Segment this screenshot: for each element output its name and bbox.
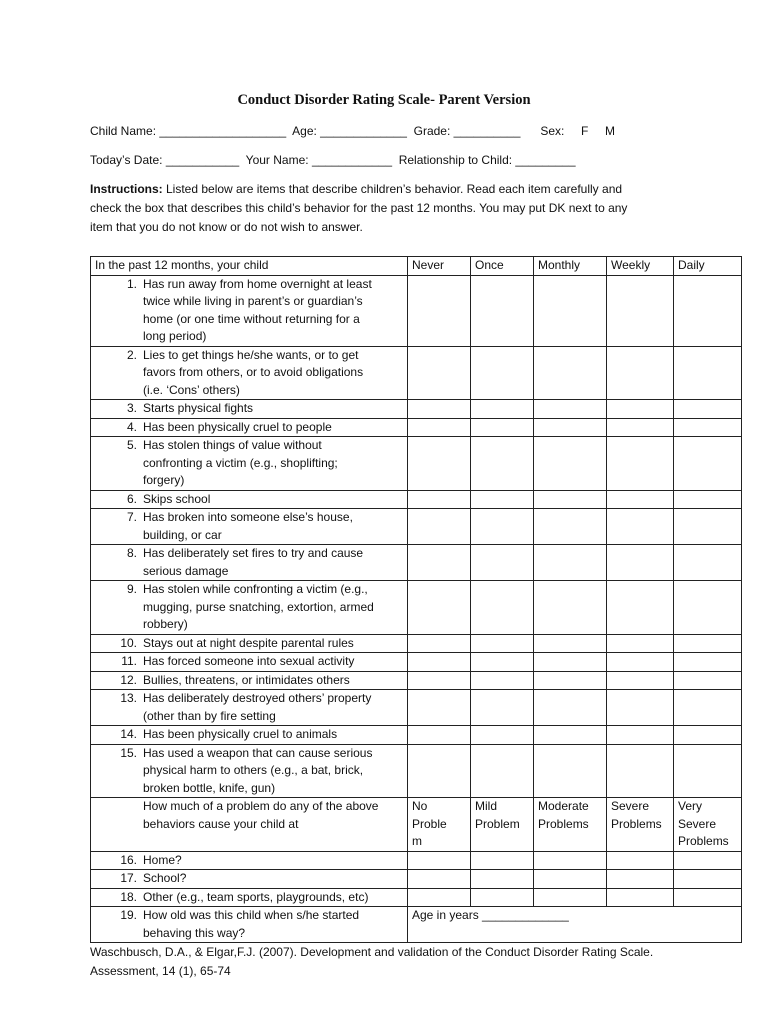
- problem-col-line: Problems: [538, 816, 589, 831]
- item-number: 19.: [120, 908, 137, 922]
- behavior-item-checkbox-2[interactable]: [471, 400, 534, 419]
- behavior-item: [91, 671, 408, 690]
- behavior-item-content: [95, 635, 403, 653]
- behavior-item: [91, 690, 408, 726]
- problem-question-text: [95, 798, 403, 833]
- behavior-item-checkbox-1[interactable]: [408, 509, 471, 545]
- item-text-line: Has stolen while confronting a victim (e.g.,: [143, 582, 368, 596]
- problem-col-line: Proble: [412, 816, 447, 831]
- behavior-item-content: [95, 509, 403, 544]
- behavior-item-content: [95, 581, 403, 634]
- table-row: [91, 509, 742, 545]
- behavior-item-content: [95, 276, 403, 346]
- behavior-item-content: [95, 726, 403, 744]
- item-number: 6.: [126, 491, 137, 506]
- item-text-line: Has deliberately destroyed others’ property: [143, 691, 372, 705]
- problem-item-checkbox-2[interactable]: [471, 870, 534, 889]
- item-text: [143, 907, 403, 942]
- behavior-item-checkbox-5[interactable]: [674, 490, 742, 509]
- item-number: 9.: [126, 582, 137, 596]
- problem-item-checkbox-4[interactable]: [607, 851, 674, 870]
- behavior-item-checkbox-5[interactable]: [674, 653, 742, 672]
- table-row: [91, 726, 742, 745]
- behavior-item: [91, 418, 408, 437]
- item-text: [143, 491, 403, 509]
- behavior-item-checkbox-4[interactable]: [607, 437, 674, 491]
- behavior-item-checkbox-1[interactable]: [408, 490, 471, 509]
- item-text: [143, 745, 403, 798]
- behavior-item-checkbox-4[interactable]: [607, 509, 674, 545]
- problem-col-line: Severe: [678, 816, 717, 831]
- table-row: [91, 581, 742, 635]
- problem-item-checkbox-5[interactable]: [674, 888, 742, 907]
- behavior-item-checkbox-1[interactable]: [408, 634, 471, 653]
- item-number: 15.: [120, 745, 137, 760]
- item-text: [143, 852, 403, 870]
- header-item-label: In the past 12 months, your child: [91, 257, 408, 276]
- behavior-item-checkbox-5[interactable]: [674, 437, 742, 491]
- problem-col-line: Problem: [475, 816, 520, 831]
- behavior-item-checkbox-5[interactable]: [674, 509, 742, 545]
- item-text-line: Home?: [143, 852, 182, 867]
- table-row: [91, 744, 742, 798]
- problem-col-2: [471, 798, 534, 852]
- behavior-item-checkbox-2[interactable]: [471, 509, 534, 545]
- behavior-item-checkbox-1[interactable]: [408, 400, 471, 419]
- problem-item-checkbox-4[interactable]: [607, 888, 674, 907]
- behavior-item-checkbox-1[interactable]: [408, 671, 471, 690]
- behavior-item-checkbox-4[interactable]: [607, 726, 674, 745]
- behavior-item-checkbox-1[interactable]: [408, 418, 471, 437]
- item-text-line: broken bottle, knife, gun): [143, 780, 276, 795]
- item-text: [143, 545, 403, 580]
- item-text-line: confronting a victim (e.g., shoplifting;: [143, 455, 338, 470]
- item-number: 2.: [126, 347, 137, 362]
- behavior-item-checkbox-5[interactable]: [674, 690, 742, 726]
- item-number: 16.: [120, 852, 137, 867]
- problem-col-3: [534, 798, 607, 852]
- behavior-item: [91, 581, 408, 635]
- behavior-item-checkbox-3[interactable]: [534, 634, 607, 653]
- table-row: [91, 437, 742, 491]
- behavior-item-checkbox-3[interactable]: [534, 400, 607, 419]
- item-text: [143, 276, 403, 346]
- behavior-item-checkbox-4[interactable]: [607, 418, 674, 437]
- behavior-item-checkbox-5[interactable]: [674, 744, 742, 798]
- behavior-item-checkbox-4[interactable]: [607, 744, 674, 798]
- reference-line-2: Assessment, 14 (1), 65-74: [90, 964, 231, 978]
- item-text-line: Has been physically cruel to people: [143, 419, 332, 434]
- problem-col-line: Problems: [611, 816, 662, 831]
- item-text: [143, 635, 403, 653]
- instructions-text-2: check the box that describes this child’s behavior for the past 12 months. You may put DK next to any: [90, 201, 628, 215]
- behavior-item-content: [95, 419, 403, 437]
- problem-item-checkbox-1[interactable]: [408, 851, 471, 870]
- problem-header-row: [91, 798, 742, 852]
- item-number: 11.: [121, 654, 137, 668]
- behavior-item-checkbox-4[interactable]: [607, 490, 674, 509]
- item-text-line: Has forced someone into sexual activity: [143, 654, 355, 668]
- table-row: [91, 545, 742, 581]
- behavior-item-checkbox-3[interactable]: [534, 581, 607, 635]
- problem-item: [91, 870, 408, 889]
- item-number: 18.: [120, 889, 137, 904]
- item-text: [143, 653, 403, 671]
- behavior-item-checkbox-2[interactable]: [471, 653, 534, 672]
- item-text-line: (i.e. ‘Cons’ others): [143, 382, 240, 397]
- problem-question: [91, 798, 408, 852]
- problem-col-line: Severe: [611, 799, 650, 813]
- item-text-line: behaving this way?: [143, 925, 246, 940]
- item-text-line: Starts physical fights: [143, 401, 254, 415]
- behavior-item: [91, 634, 408, 653]
- item-number: 5.: [126, 438, 137, 452]
- table-row: [91, 634, 742, 653]
- problem-item-checkbox-3[interactable]: [534, 888, 607, 907]
- behavior-item: [91, 509, 408, 545]
- item-text: [143, 726, 403, 744]
- problem-col-line: Mild: [475, 799, 498, 813]
- behavior-item-checkbox-1[interactable]: [408, 437, 471, 491]
- item-text-line: forgery): [143, 473, 185, 487]
- table-row: [91, 418, 742, 437]
- behavior-item-checkbox-3[interactable]: [534, 671, 607, 690]
- behavior-item-checkbox-3[interactable]: [534, 490, 607, 509]
- behavior-item-checkbox-1[interactable]: [408, 744, 471, 798]
- problem-item-content: [95, 852, 403, 870]
- behavior-item-checkbox-2[interactable]: [471, 634, 534, 653]
- table-row: [91, 275, 742, 346]
- item-text-line: Has broken into someone else’s house,: [143, 510, 353, 524]
- problem-item-checkbox-3[interactable]: [534, 870, 607, 889]
- behavior-item: [91, 437, 408, 491]
- behavior-item-checkbox-5[interactable]: [674, 545, 742, 581]
- behavior-item-checkbox-1[interactable]: [408, 581, 471, 635]
- item-text: [143, 437, 403, 490]
- problem-question-line: behaviors cause your child at: [143, 816, 299, 831]
- table-row: [91, 690, 742, 726]
- problem-col-line: Very: [678, 799, 703, 813]
- behavior-item-checkbox-2[interactable]: [471, 671, 534, 690]
- problem-item-content: [95, 870, 403, 888]
- item-text-line: building, or car: [143, 527, 222, 542]
- behavior-item-checkbox-1[interactable]: [408, 726, 471, 745]
- behavior-item: [91, 744, 408, 798]
- table-row: [91, 671, 742, 690]
- item-number: 8.: [126, 546, 137, 560]
- behavior-item-content: [95, 672, 403, 690]
- item-text: [143, 509, 403, 544]
- behavior-item-checkbox-2[interactable]: [471, 418, 534, 437]
- problem-col-4: [607, 798, 674, 852]
- table-row: [91, 400, 742, 419]
- behavior-item-checkbox-2[interactable]: [471, 545, 534, 581]
- behavior-item: [91, 275, 408, 346]
- behavior-item-checkbox-1[interactable]: [408, 545, 471, 581]
- behavior-item-content: [95, 653, 403, 671]
- behavior-item-checkbox-2[interactable]: [471, 490, 534, 509]
- table-row: [91, 851, 742, 870]
- item-number: 4.: [126, 419, 137, 434]
- problem-item-checkbox-5[interactable]: [674, 851, 742, 870]
- problem-col-line: No: [412, 799, 428, 813]
- rating-table: [90, 256, 742, 943]
- item-number: 14.: [120, 727, 137, 741]
- behavior-item-checkbox-3[interactable]: [534, 418, 607, 437]
- behavior-item-checkbox-5[interactable]: [674, 726, 742, 745]
- header-col-1: Never: [408, 257, 471, 276]
- behavior-item-checkbox-3[interactable]: [534, 690, 607, 726]
- problem-item-checkbox-4[interactable]: [607, 870, 674, 889]
- behavior-item-checkbox-3[interactable]: [534, 744, 607, 798]
- behavior-item-checkbox-5[interactable]: [674, 581, 742, 635]
- problem-item: [91, 851, 408, 870]
- behavior-item-checkbox-2[interactable]: [471, 744, 534, 798]
- behavior-item-checkbox-5[interactable]: [674, 346, 742, 400]
- behavior-item-checkbox-2[interactable]: [471, 437, 534, 491]
- item-number: 10.: [120, 635, 137, 650]
- behavior-item-checkbox-2[interactable]: [471, 581, 534, 635]
- behavior-item-checkbox-4[interactable]: [607, 634, 674, 653]
- age-row: [91, 907, 742, 943]
- problem-item-content: [95, 889, 403, 907]
- behavior-item-checkbox-2[interactable]: [471, 346, 534, 400]
- item-text-line: twice while living in parent’s or guardian’s: [143, 294, 363, 308]
- problem-item-checkbox-2[interactable]: [471, 851, 534, 870]
- problem-col-5: [674, 798, 742, 852]
- problem-col-1: [408, 798, 471, 852]
- behavior-item-checkbox-5[interactable]: [674, 418, 742, 437]
- item-text-line: Has used a weapon that can cause serious: [143, 745, 373, 760]
- behavior-item-checkbox-3[interactable]: [534, 509, 607, 545]
- item-text: [143, 419, 403, 437]
- age-item: [91, 907, 408, 943]
- item-text-line: favors from others, or to avoid obligations: [143, 365, 364, 379]
- header-col-5: Daily: [674, 257, 742, 276]
- problem-col-line: Moderate: [538, 799, 589, 813]
- item-text-line: Other (e.g., team sports, playgrounds, etc): [143, 889, 369, 904]
- item-text-line: Skips school: [143, 491, 211, 506]
- item-text-line: (other than by fire setting: [143, 708, 276, 723]
- behavior-item-content: [95, 491, 403, 509]
- item-text-line: physical harm to others (e.g., a bat, brick,: [143, 763, 364, 777]
- item-text-line: Stays out at night despite parental rules: [143, 635, 354, 650]
- reference: [90, 943, 710, 981]
- item-text-line: mugging, purse snatching, extortion, armed: [143, 599, 374, 614]
- header-col-2: Once: [471, 257, 534, 276]
- behavior-item-checkbox-3[interactable]: [534, 545, 607, 581]
- table-row: [91, 346, 742, 400]
- item-number: 17.: [120, 871, 137, 885]
- behavior-item-content: [95, 437, 403, 490]
- item-text-line: home (or one time without returning for a: [143, 311, 360, 326]
- behavior-item: [91, 346, 408, 400]
- date-info-line: Today’s Date: ___________ Your Name: ____________ Relationship to Child: _________: [90, 153, 576, 167]
- behavior-item-checkbox-3[interactable]: [534, 275, 607, 346]
- problem-item-checkbox-3[interactable]: [534, 851, 607, 870]
- behavior-item-checkbox-4[interactable]: [607, 690, 674, 726]
- behavior-item-checkbox-4[interactable]: [607, 581, 674, 635]
- item-text: [143, 889, 403, 907]
- behavior-item-content: [95, 745, 403, 798]
- header-col-3: Monthly: [534, 257, 607, 276]
- table-row: [91, 888, 742, 907]
- age-item-content: [95, 907, 403, 942]
- behavior-item-content: [95, 347, 403, 400]
- item-text: [143, 347, 403, 400]
- behavior-item-checkbox-3[interactable]: [534, 346, 607, 400]
- instructions-label: Instructions:: [90, 182, 163, 196]
- behavior-item-checkbox-4[interactable]: [607, 400, 674, 419]
- behavior-item: [91, 726, 408, 745]
- behavior-item-checkbox-2[interactable]: [471, 275, 534, 346]
- behavior-item: [91, 653, 408, 672]
- item-text-line: Bullies, threatens, or intimidates others: [143, 672, 350, 687]
- instructions-line-1: [90, 180, 680, 199]
- behavior-item-checkbox-5[interactable]: [674, 671, 742, 690]
- behavior-item-checkbox-3[interactable]: [534, 437, 607, 491]
- behavior-item-checkbox-4[interactable]: [607, 653, 674, 672]
- instructions: [90, 180, 680, 237]
- behavior-item-checkbox-3[interactable]: [534, 726, 607, 745]
- form-title: Conduct Disorder Rating Scale- Parent Version: [237, 92, 531, 108]
- item-text-line: School?: [143, 871, 187, 885]
- problem-item-checkbox-2[interactable]: [471, 888, 534, 907]
- problem-item-checkbox-5[interactable]: [674, 870, 742, 889]
- item-text: [143, 672, 403, 690]
- behavior-item: [91, 545, 408, 581]
- item-text-line: Has stolen things of value without: [143, 438, 322, 452]
- behavior-item-checkbox-4[interactable]: [607, 346, 674, 400]
- item-text: [143, 690, 403, 725]
- behavior-item-checkbox-2[interactable]: [471, 726, 534, 745]
- behavior-item-checkbox-5[interactable]: [674, 400, 742, 419]
- item-number: 12.: [120, 672, 137, 687]
- item-text-line: robbery): [143, 617, 188, 631]
- instructions-text-3: item that you do not know or do not wish to answer.: [90, 220, 363, 234]
- behavior-item-checkbox-3[interactable]: [534, 653, 607, 672]
- behavior-item-checkbox-5[interactable]: [674, 634, 742, 653]
- item-number: 7.: [126, 510, 137, 524]
- item-text: [143, 400, 403, 418]
- problem-col-line: Problems: [678, 834, 729, 848]
- item-number: 1.: [126, 276, 137, 291]
- item-text-line: Has run away from home overnight at least: [143, 276, 372, 291]
- problem-question-line: How much of a problem do any of the above: [143, 799, 379, 813]
- table-header-row: [91, 257, 742, 276]
- behavior-item: [91, 490, 408, 509]
- instructions-text-1: Listed below are items that describe children’s behavior. Read each item carefully and: [162, 182, 623, 196]
- item-text-line: long period): [143, 329, 207, 343]
- item-text-line: Has been physically cruel to animals: [143, 727, 338, 741]
- item-number: 13.: [120, 691, 137, 705]
- table-row: [91, 653, 742, 672]
- item-text-line: serious damage: [143, 563, 229, 578]
- problem-item-checkbox-1[interactable]: [408, 870, 471, 889]
- table-row: [91, 490, 742, 509]
- behavior-item-checkbox-4[interactable]: [607, 671, 674, 690]
- problem-col-line: m: [412, 834, 422, 848]
- behavior-item-checkbox-4[interactable]: [607, 275, 674, 346]
- behavior-item-checkbox-1[interactable]: [408, 275, 471, 346]
- item-text: [143, 870, 403, 888]
- problem-item-checkbox-1[interactable]: [408, 888, 471, 907]
- behavior-item-checkbox-1[interactable]: [408, 653, 471, 672]
- item-text-line: Has deliberately set fires to try and cause: [143, 546, 364, 560]
- child-info-line: Child Name: ___________________ Age: _____________ Grade: __________ Sex: F M: [90, 124, 616, 138]
- header-col-4: Weekly: [607, 257, 674, 276]
- behavior-item-checkbox-2[interactable]: [471, 690, 534, 726]
- behavior-item-checkbox-4[interactable]: [607, 545, 674, 581]
- behavior-item-checkbox-1[interactable]: [408, 346, 471, 400]
- behavior-item-content: [95, 690, 403, 725]
- behavior-item-content: [95, 545, 403, 580]
- problem-item: [91, 888, 408, 907]
- age-answer-field[interactable]: Age in years _____________: [408, 907, 742, 943]
- item-number: 3.: [126, 401, 137, 415]
- behavior-item-checkbox-5[interactable]: [674, 275, 742, 346]
- item-text-line: How old was this child when s/he started: [143, 908, 360, 922]
- behavior-item-content: [95, 400, 403, 418]
- table-row: [91, 870, 742, 889]
- item-text: [143, 581, 403, 634]
- behavior-item-checkbox-1[interactable]: [408, 690, 471, 726]
- reference-line-1: Waschbusch, D.A., & Elgar,F.J. (2007). Development and validation of the Conduct Disorder Rating Scale.: [90, 945, 654, 959]
- item-text-line: Lies to get things he/she wants, or to get: [143, 347, 359, 362]
- behavior-item: [91, 400, 408, 419]
